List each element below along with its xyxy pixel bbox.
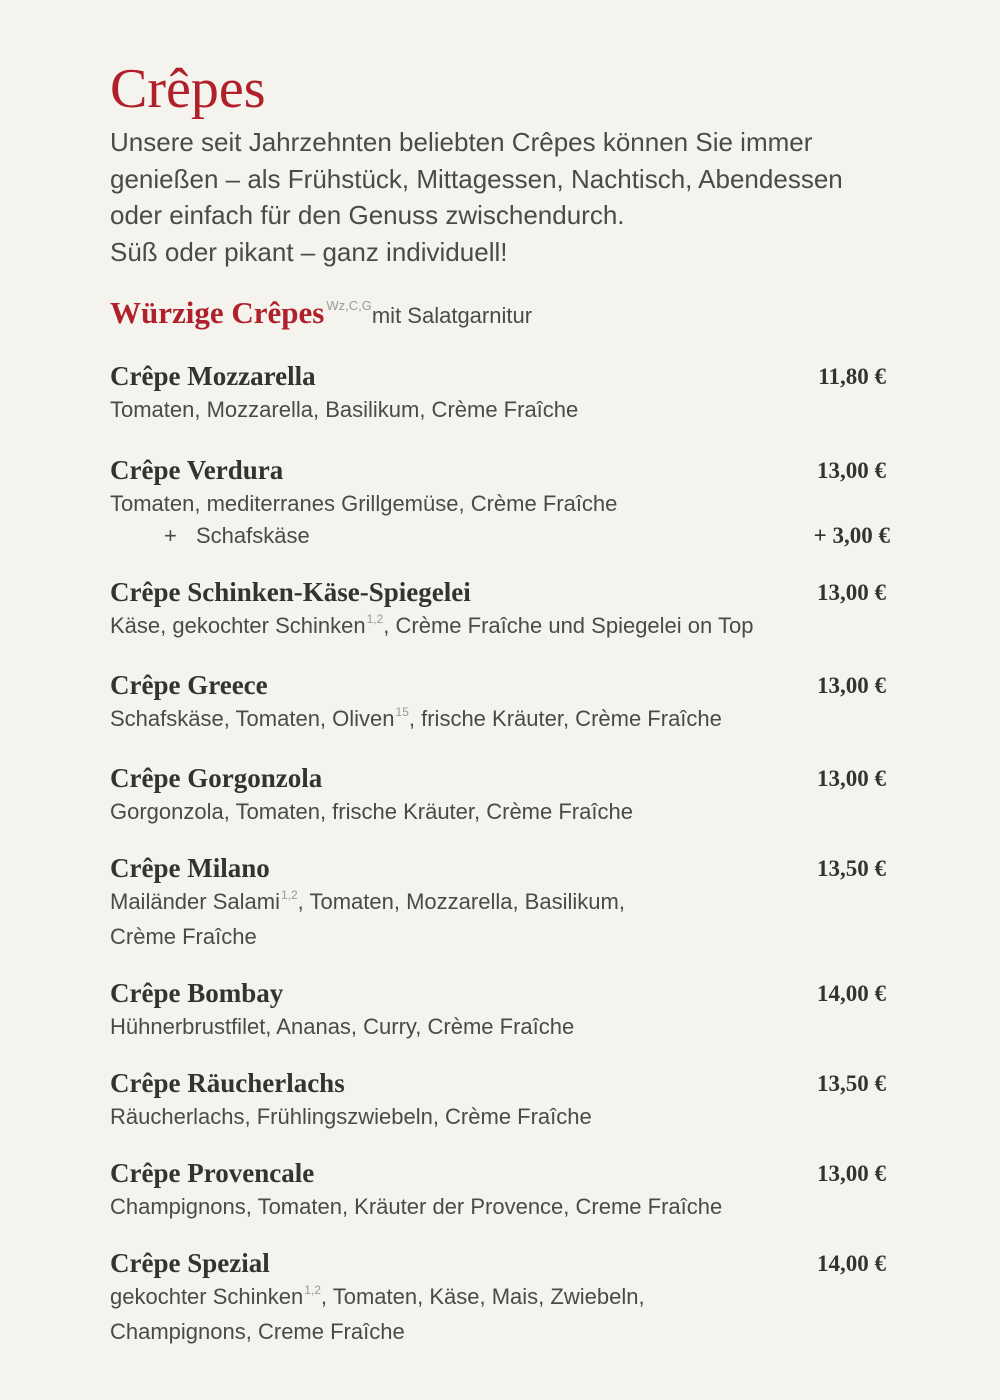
menu-item-name: Crêpe Mozzarella: [110, 361, 316, 391]
menu-item-list: [110, 358, 890, 1348]
menu-item-price: 13,00 €: [817, 458, 886, 483]
intro-line: oder einfach für den Genuss zwischendurch.: [110, 200, 625, 230]
menu-item-price: 13,00 €: [817, 766, 886, 791]
description-text: Champignons, Tomaten, Kräuter der Provence, Creme Fraîche: [110, 1194, 723, 1219]
section-heading: [110, 295, 890, 331]
description-text: , frische Kräuter, Crème Fraîche: [408, 706, 722, 731]
description-text: gekochter Schinken: [110, 1284, 304, 1309]
menu-item-price: 14,00 €: [817, 981, 886, 1006]
menu-item-name: Crêpe Spezial: [110, 1248, 270, 1278]
intro-line: Unsere seit Jahrzehnten beliebten Crêpes können Sie immer: [110, 127, 813, 157]
menu-item: [110, 452, 890, 552]
menu-item: [110, 1245, 890, 1348]
menu-item-name: Crêpe Greece: [110, 670, 268, 700]
menu-item-description: Champignons, Creme Fraîche: [110, 1319, 405, 1344]
menu-item-description: [110, 1011, 890, 1043]
description-text: Räucherlachs, Frühlingszwiebeln, Crème Fraîche: [110, 1104, 592, 1129]
description-text: Hühnerbrustfilet, Ananas, Curry, Crème Fraîche: [110, 1014, 575, 1039]
menu-item-extra: [110, 520, 890, 552]
description-text: Tomaten, mediterranes Grillgemüse, Crème Fraîche: [110, 491, 618, 516]
menu-item-description: [110, 703, 890, 738]
menu-item-description: Crème Fraîche: [110, 924, 257, 949]
extra-label: Schafskäse: [196, 523, 310, 548]
allergen-superscript: 1,2: [304, 1283, 321, 1297]
menu-item: [110, 850, 890, 953]
menu-item-name: Crêpe Provencale: [110, 1158, 315, 1188]
menu-item-description: [110, 610, 890, 645]
menu-item: [110, 760, 890, 828]
menu-item-description: [110, 796, 890, 828]
menu-item-price: 13,00 €: [817, 673, 886, 698]
menu-item-name: Crêpe Schinken-Käse-Spiegelei: [110, 577, 471, 607]
menu-item-description: [110, 394, 890, 426]
menu-item: [110, 1065, 890, 1133]
menu-page: [110, 58, 890, 1348]
menu-item-name: Crêpe Verdura: [110, 455, 284, 485]
description-text: , Tomaten, Mozzarella, Basilikum,: [297, 889, 625, 914]
allergen-superscript: 1,2: [366, 612, 384, 626]
menu-item-price: 14,00 €: [817, 1251, 886, 1276]
menu-item-price: 13,50 €: [817, 856, 886, 881]
description-text: Mailänder Salami: [110, 889, 280, 914]
intro-line: Süß oder pikant – ganz individuell!: [110, 236, 508, 267]
menu-item-description: [110, 886, 890, 921]
menu-item-price: 13,00 €: [817, 580, 886, 605]
menu-item: [110, 358, 890, 426]
extra-price: + 3,00 €: [813, 523, 890, 548]
description-text: Schafskäse, Tomaten, Oliven: [110, 706, 395, 731]
menu-item: [110, 667, 890, 738]
description-text: , Crème Fraîche und Spiegelei on Top: [383, 613, 754, 638]
allergen-superscript: 15: [395, 705, 409, 719]
intro-line: genießen – als Frühstück, Mittagessen, Nachtisch, Abendessen: [110, 163, 843, 194]
menu-item: [110, 1155, 890, 1223]
menu-item-price: 13,50 €: [817, 1071, 886, 1096]
menu-item-name: Crêpe Milano: [110, 853, 270, 883]
menu-item: [110, 574, 890, 645]
menu-item-description: [110, 1101, 890, 1133]
menu-item-name: Crêpe Räucherlachs: [110, 1068, 345, 1098]
section-note: mit Salatgarnitur: [371, 303, 533, 328]
menu-item: [110, 975, 890, 1043]
menu-item-description: [110, 488, 890, 520]
allergen-superscript: 1,2: [280, 888, 298, 902]
description-text: Gorgonzola, Tomaten, frische Kräuter, Crème Fraîche: [110, 799, 633, 824]
section-allergens: Wz,C,G: [326, 298, 372, 313]
section-title: Würzige Crêpes: [110, 295, 325, 330]
menu-item-price: 11,80 €: [818, 364, 886, 389]
menu-item-name: Crêpe Bombay: [110, 978, 284, 1008]
description-text: , Tomaten, Käse, Mais, Zwiebeln,: [320, 1284, 645, 1309]
menu-item-price: 13,00 €: [817, 1161, 886, 1186]
intro-text: [110, 124, 890, 270]
menu-item-description: [110, 1281, 890, 1316]
description-text: Tomaten, Mozzarella, Basilikum, Crème Fraîche: [110, 397, 579, 422]
extra-plus-sign: +: [164, 523, 177, 548]
page-title: Crêpes: [110, 58, 266, 120]
description-text: Käse, gekochter Schinken: [110, 613, 366, 638]
menu-item-description: [110, 1191, 890, 1223]
menu-item-name: Crêpe Gorgonzola: [110, 763, 323, 793]
